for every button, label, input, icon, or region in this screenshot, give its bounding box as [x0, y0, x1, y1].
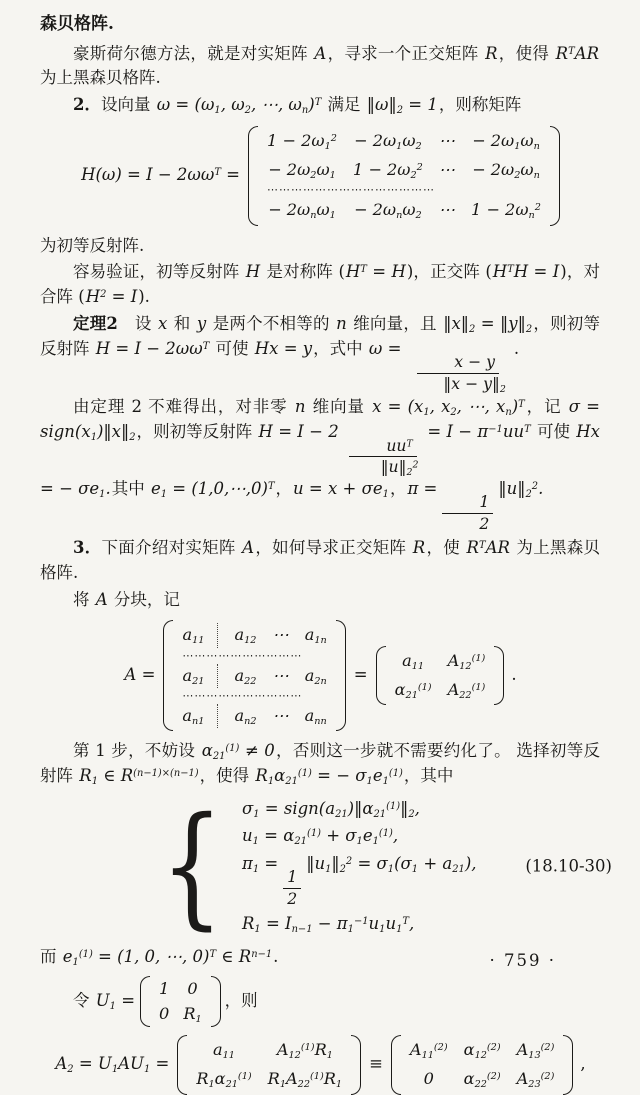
equation-lhs	[80, 163, 241, 188]
u1-prefix	[73, 989, 136, 1014]
matrix-cell: 0	[187, 978, 198, 998]
math-segment: $u_1 = \alpha_{21}^{(1)} + \sigma_1e_1^{(1)}$,	[241, 826, 399, 848]
math-segment: $H^TH = I$	[492, 262, 560, 282]
text-segment: 分块，记	[108, 589, 180, 609]
paragraph-corollary	[40, 395, 600, 534]
math-segment: $U_1$ =	[95, 990, 136, 1012]
matrix-cell: $A_{11}^{(2)}$	[409, 1040, 448, 1061]
text-segment: 可使	[531, 422, 576, 442]
bold-segment: 2．	[73, 95, 101, 114]
matrix-cell: $R_1$	[183, 1003, 202, 1025]
math-segment: $\alpha_{21}^{(1)} \ne 0$	[201, 741, 275, 763]
matrix-cell: $a_{22}$	[234, 665, 257, 687]
matrix-cells-a-block	[393, 646, 488, 706]
math-segment: A	[95, 589, 108, 609]
math-segment: $\sigma = sign(x_1)‖x‖_2$	[40, 397, 600, 444]
fraction: $\frac{uu^T}{‖u‖_2^2}$	[344, 437, 423, 478]
matrix-cell: $a_{nn}$	[304, 705, 327, 727]
math-segment: Hx = y	[254, 338, 313, 358]
matrix-transformed-right	[391, 1035, 573, 1095]
text-segment: ，式中	[313, 338, 368, 358]
math-segment: $‖u‖_2^2$.	[498, 479, 544, 501]
text-segment: ，则初等反射阵	[136, 422, 258, 442]
matrix-cells-u1	[157, 976, 204, 1028]
matrix-cell: $1 - 2\omega_n^2$	[470, 200, 541, 222]
list-item-3	[40, 536, 600, 586]
text-segment: 是对称阵 (	[261, 262, 345, 282]
right-paren-icon	[336, 620, 346, 731]
right-paren-icon	[563, 1035, 573, 1095]
definition-u1	[73, 976, 600, 1028]
paragraph-theorem-2	[40, 312, 600, 394]
math-segment: π =	[407, 479, 438, 499]
text-segment: 为上黑森贝格阵.	[40, 538, 601, 582]
equation-similarity-transform	[40, 1035, 600, 1095]
text-segment: 由定理 2 不难得出，对非零	[73, 397, 294, 417]
text-segment: ，	[389, 479, 407, 499]
matrix-cell: $a_{11}$	[402, 650, 425, 672]
matrix-cell: $R_1\alpha_{21}^{(1)}$	[196, 1069, 252, 1091]
matrix-cell: $a_{2n}$	[304, 665, 327, 687]
matrix-cell: $1 - 2\omega_1^2$	[267, 130, 337, 152]
matrix-cells-h-omega	[265, 126, 543, 226]
math-segment: $\omega = (\omega_1$, $\omega_2$, ⋯, $\omega_n)^T$	[156, 95, 322, 116]
text-segment: ，记	[525, 397, 568, 417]
math-segment: H = I − 2	[258, 422, 339, 442]
text-segment: 是两个不相等的	[207, 313, 336, 333]
equiv-sign: ≡	[369, 1054, 383, 1074]
math-segment: $A_2 = U_1AU_1$ =	[55, 1054, 170, 1076]
text-segment: ，则	[224, 990, 258, 1010]
left-paren-icon	[376, 646, 386, 706]
matrix-cell: $A_{22}^{(1)}$	[447, 680, 486, 702]
matrix-cell: ⋯	[438, 160, 455, 179]
matrix-cell: $A_{12}^{(1)}$	[447, 650, 486, 672]
fraction: $\frac{1}{2}$	[283, 868, 301, 909]
math-segment: $R^TAR$	[466, 538, 510, 558]
math-segment: A	[242, 538, 255, 558]
matrix-cell: $A_{23}^{(2)}$	[516, 1069, 555, 1091]
matrix-cell: 1	[159, 978, 170, 998]
matrix-cell: ⋯	[438, 200, 455, 220]
bold-segment: 3．	[73, 538, 102, 558]
matrix-a-full	[163, 620, 345, 731]
math-segment: $‖u_1‖_2^2 = \sigma_1(\sigma_1 + a_{21})$,	[306, 854, 477, 876]
text-segment: 豪斯荷尔德方法，就是对实矩阵	[73, 43, 314, 63]
system-line-pi	[241, 852, 478, 909]
math-segment: $R^TAR$	[555, 43, 600, 63]
matrix-cell: $a_{11}$	[182, 623, 218, 647]
system-line-r	[241, 912, 478, 937]
text-segment: .	[513, 338, 520, 358]
text-segment: ，否则这一步就不需要约化了。 选择初等反射阵	[40, 741, 600, 785]
text-segment: ，其中	[403, 765, 454, 785]
fraction: $\frac{x - y}{‖x - y‖_2}$	[406, 353, 509, 394]
matrix-u1	[140, 976, 221, 1028]
equation-tail: ,	[580, 1054, 586, 1074]
right-paren-icon	[550, 126, 560, 226]
text-segment: 设	[117, 313, 157, 333]
text-segment: 为上黑森贝格阵.	[40, 68, 161, 88]
math-segment: $R_1$ ∈ $R^{(n-1)\times(n-1)}$	[79, 765, 199, 787]
math-segment: $H(\omega) = I - 2\omega\omega^T$ =	[81, 165, 241, 185]
math-segment: $R_1 = I_{n-1} - \pi_1^{-1}u_1u_1^T$,	[241, 914, 415, 935]
text-segment: 令	[73, 990, 95, 1010]
math-segment: A	[314, 43, 327, 63]
matrix-dots-row: ⋯⋯⋯⋯⋯⋯⋯⋯⋯⋯⋯⋯⋯⋯	[267, 183, 436, 197]
math-segment: x	[157, 313, 168, 333]
math-segment: $H^T = H$	[345, 262, 406, 282]
u1-suffix	[225, 989, 258, 1014]
matrix-dots-row: ⋯⋯⋯⋯⋯⋯⋯⋯⋯⋯	[182, 688, 303, 702]
text-segment: 其中	[111, 479, 150, 499]
left-paren-icon	[163, 620, 173, 731]
math-segment: $‖x‖_2$ = $‖y‖_2$	[443, 313, 533, 335]
matrix-cell: $R_1A_{22}^{(1)}R_1$	[267, 1069, 343, 1091]
right-paren-icon	[351, 1035, 361, 1095]
matrix-transformed-left	[177, 1035, 361, 1095]
math-segment: $x = (x_1$, $x_2$, ⋯, $x_n)^T$	[372, 397, 525, 419]
math-segment: n	[336, 313, 347, 333]
math-segment: ω =	[368, 338, 402, 358]
math-segment: n	[294, 397, 306, 417]
math-segment: A =	[124, 665, 156, 685]
matrix-cell: $a_{n1}$	[182, 704, 218, 728]
math-segment: $u = x + \sigma e_1$	[293, 479, 389, 501]
equation-lhs	[54, 1052, 170, 1077]
system-line-u	[241, 824, 478, 849]
left-paren-icon	[140, 976, 150, 1028]
matrix-a-block	[376, 646, 505, 706]
matrix-cell: $1 - 2\omega_2^2$	[352, 160, 423, 181]
matrix-cell: $\alpha_{12}^{(2)}$	[463, 1040, 501, 1061]
text-segment: 设向量	[100, 95, 156, 114]
text-segment: 将	[73, 589, 95, 609]
paragraph-reflector-tail: 为初等反射阵.	[40, 235, 145, 255]
text-segment: 第 1 步，不妨设	[73, 741, 201, 761]
matrix-cells-a-full	[180, 620, 328, 731]
right-paren-icon	[494, 646, 504, 706]
text-segment: ，如何导求正交矩阵	[255, 538, 412, 558]
text-segment: .	[273, 946, 279, 966]
equation-elementary-reflector	[40, 126, 600, 226]
text-segment: )，正交阵 (	[406, 262, 492, 282]
text-segment: 维向量	[306, 397, 372, 417]
equation-lhs	[123, 663, 156, 688]
math-segment: $‖\omega‖_2 = 1$	[366, 95, 438, 116]
matrix-cells-transformed-right	[408, 1035, 556, 1095]
matrix-cell: 0	[159, 1003, 170, 1023]
matrix-dots-row: ⋯⋯⋯⋯⋯⋯⋯⋯⋯⋯	[182, 648, 303, 662]
matrix-cell: $a_{1n}$	[304, 625, 327, 647]
text-segment: ，使得	[199, 765, 255, 785]
math-segment: $\sigma_1$ = $sign(a_{21})‖\alpha_{21}^{(1)}‖_2$,	[241, 798, 420, 820]
left-paren-icon	[391, 1035, 401, 1095]
text-segment: 维向量，且	[347, 313, 443, 333]
text-segment: 可使	[210, 338, 254, 358]
matrix-cell: − $2\omega_1\omega_2$	[354, 130, 422, 152]
list-item-2	[40, 93, 600, 118]
matrix-cell: $a_{21}$	[182, 664, 218, 688]
left-paren-icon	[177, 1035, 187, 1095]
page-number: · 759 ·	[489, 951, 556, 971]
bold-segment: 定理2	[73, 313, 118, 333]
matrix-cell: ⋯	[272, 625, 289, 645]
matrix-cell: $A_{13}^{(2)}$	[516, 1040, 555, 1061]
equation-tail: .	[511, 665, 517, 685]
matrix-cell: ⋯	[272, 705, 289, 725]
text-segment: 满足	[322, 95, 366, 114]
fraction: $\frac{1}{2}$	[442, 493, 493, 534]
paragraph-partition-intro	[40, 588, 600, 613]
text-segment: ).	[138, 287, 150, 307]
matrix-cell: $a_{n2}$	[234, 705, 257, 727]
matrix-cell: − $2\omega_1\omega_n$	[472, 130, 540, 152]
matrix-cell: $\alpha_{21}^{(1)}$	[394, 680, 432, 702]
math-segment: H	[245, 262, 261, 282]
text-segment: ，	[275, 479, 293, 499]
system-lines	[241, 797, 478, 937]
text-segment: 而	[40, 946, 62, 966]
text-segment: )，对合阵 (	[40, 262, 600, 307]
matrix-cell: ⋯	[272, 665, 289, 685]
matrix-h-omega	[248, 126, 560, 226]
equals-sign: =	[353, 665, 368, 685]
matrix-cell: − $2\omega_2\omega_n$	[472, 160, 540, 181]
text-segment: ，使	[426, 538, 466, 558]
text-segment: ，寻求一个正交矩阵	[327, 43, 485, 63]
equation-partition-of-a	[40, 620, 600, 731]
math-segment: $e_1$ = (1,0,⋯,0)$^T$	[150, 479, 275, 501]
text-segment: 和	[168, 313, 196, 333]
left-paren-icon	[248, 126, 258, 226]
math-segment: $H = I - 2\omega\omega^T$	[95, 338, 210, 358]
math-segment: = $I - \pi^{-1}uu^T$	[427, 422, 531, 442]
matrix-cell: $\alpha_{22}^{(2)}$	[463, 1069, 501, 1091]
right-paren-icon	[211, 976, 221, 1028]
math-segment: Hx = − $\sigma e_1$.	[40, 422, 600, 501]
text-segment: ，则初等反射阵	[40, 313, 601, 358]
matrix-cell: − $2\omega_n\omega_1$	[268, 200, 336, 222]
equation-system-18-10-30	[150, 788, 612, 943]
matrix-cell: ⋯	[438, 130, 455, 150]
matrix-cell: $a_{12}$	[234, 625, 257, 647]
heading-hessenberg-continuation: 森贝格阵.	[40, 14, 114, 34]
matrix-cell: $A_{12}^{(1)}R_1$	[276, 1040, 333, 1061]
math-segment: $R_1\alpha_{21}^{(1)}$ = − $\sigma_1e_1^{(1)}$	[255, 765, 403, 787]
paragraph-step-1	[40, 739, 600, 789]
paragraph-householder-method	[40, 42, 600, 92]
matrix-cell: − $2\omega_2\omega_1$	[268, 160, 336, 181]
left-brace-icon: {	[160, 788, 224, 943]
matrix-cell: − $2\omega_n\omega_2$	[353, 200, 422, 222]
text-segment: 容易验证，初等反射阵	[73, 262, 245, 282]
math-segment: y	[196, 313, 207, 333]
matrix-cell: $a_{11}$	[213, 1040, 235, 1061]
text-segment: ，使得	[498, 43, 555, 63]
math-segment: R	[412, 538, 426, 558]
paragraph-verify-properties	[40, 260, 600, 310]
text-segment: ，则称矩阵	[438, 95, 522, 114]
system-line-sigma	[241, 797, 478, 822]
math-segment: $\pi_1$ =	[241, 854, 279, 876]
matrix-cells-transformed-left	[194, 1035, 344, 1095]
equation-number: (18.10-30)	[525, 856, 612, 876]
text-segment: 下面介绍对实矩阵	[101, 538, 242, 558]
matrix-cell: 0	[423, 1069, 434, 1089]
math-segment: R	[485, 43, 498, 63]
math-segment: $H^2 = I$	[85, 287, 138, 307]
math-segment: $e_1^{(1)} = (1$, 0, ⋯, 0)$^T$ ∈ $R^{n-1}$	[62, 946, 273, 968]
